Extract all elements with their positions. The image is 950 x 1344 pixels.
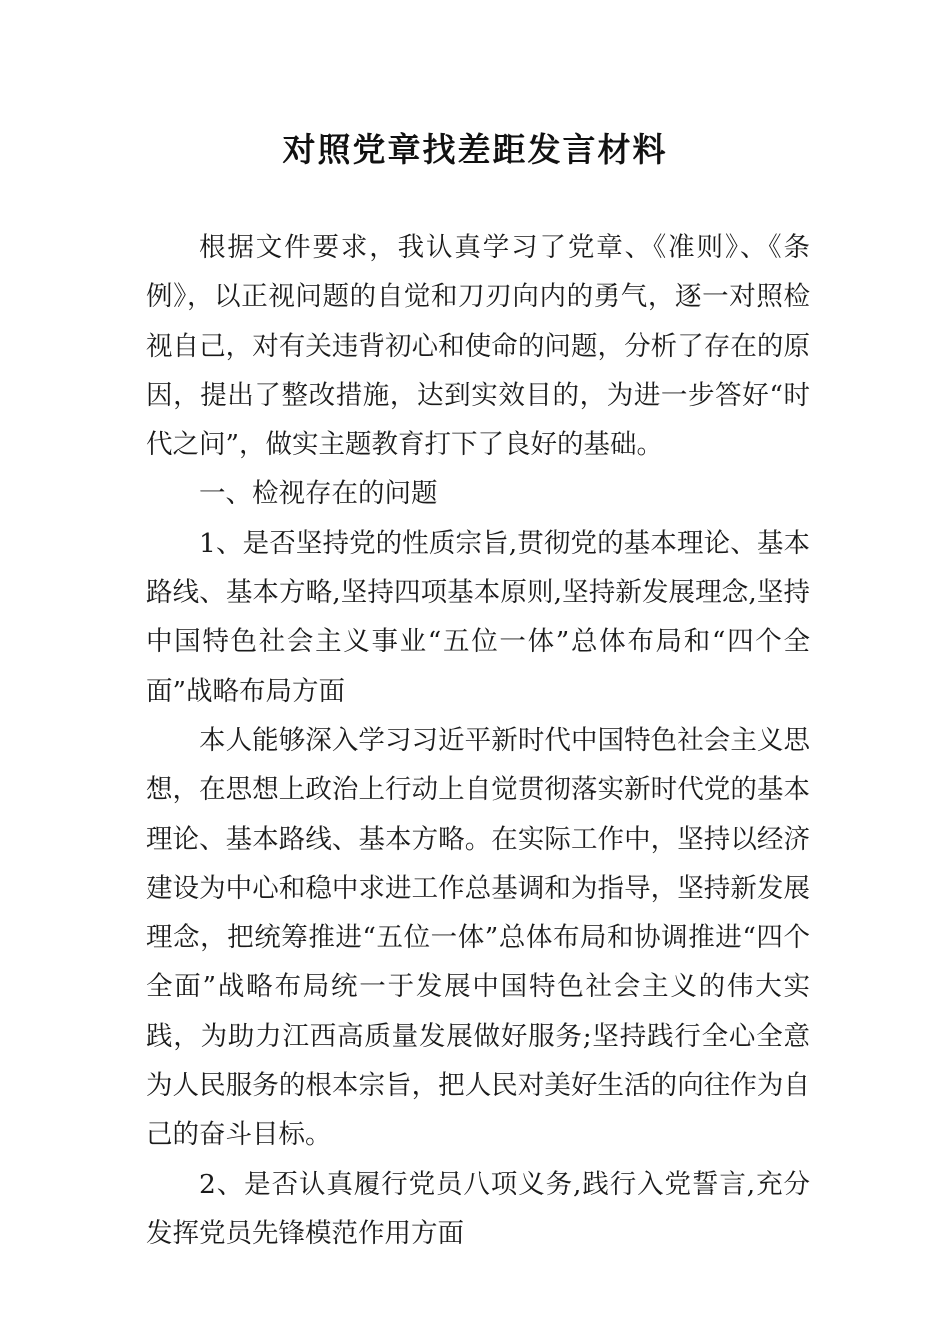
document-title: 对照党章找差距发言材料 (282, 130, 668, 169)
paragraph-intro: 根据文件要求，我认真学习了党章、《准则》、《条例》，以正视问题的自觉和刀刃向内的勇气，逐一对照检视自己，对有关违背初心和使命的问题，分析了存在的原因，提出了整改措施，达到实效目的，为进一步答好“时代之问”，做实主题教育打下了良好的基础。 (146, 232, 810, 461)
item-heading-1: 1、是否坚持党的性质宗旨,贯彻党的基本理论、基本路线、基本方略,坚持四项基本原则,坚持新发展理念,坚持中国特色社会主义事业“五位一体”总体布局和“四个全面”战略布局方面 (146, 527, 810, 707)
item-heading-2: 2、是否认真履行党员八项义务,践行入党誓言,充分发挥党员先锋模范作用方面 (146, 1168, 810, 1249)
section-heading-1: 一、检视存在的问题 (199, 478, 438, 510)
document-body (146, 223, 810, 1258)
paragraph-item-1-body: 本人能够深入学习习近平新时代中国特色社会主义思想，在思想上政治上行动上自觉贯彻落实新时代党的基本理论、基本路线、基本方略。在实际工作中，坚持以经济建设为中心和稳中求进工作总基调和为指导，坚持新发展理念，把统筹推进“五位一体”总体布局和协调推进“四个全面”战略布局统一于发展中国特色社会主义的伟大实践，为助力江西高质量发展做好服务;坚持践行全心全意为人民服务的根本宗旨，把人民对美好生活的向往作为自己的奋斗目标。 (146, 724, 810, 1151)
